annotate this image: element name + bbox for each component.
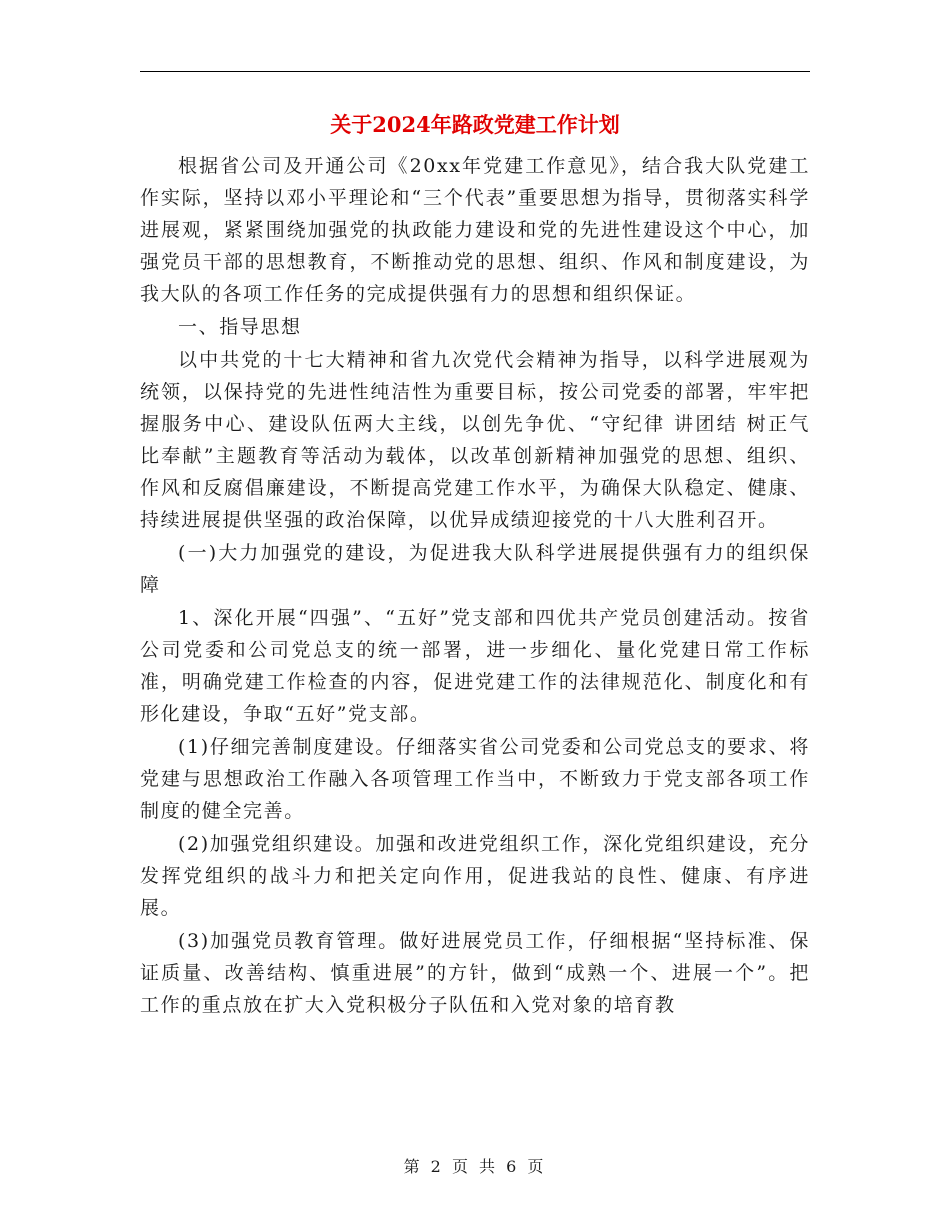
header-rule	[140, 71, 810, 72]
document-body	[140, 150, 810, 1022]
paragraph-intro: 根据省公司及开通公司《20xx年党建工作意见》，结合我大队党建工作实际，坚持以邓小平理论和“三个代表”重要思想为指导，贯彻落实科学进展观，紧紧围绕加强党的执政能力建设和党的先进性建设这个中心，加强党员干部的思想教育，不断推动党的思想、组织、作风和制度建设，为我大队的各项工作任务的完成提供强有力的思想和组织保证。	[140, 155, 810, 305]
document-title: 关于2024年路政党建工作计划	[330, 112, 620, 137]
paragraph-guiding-thought: 以中共党的十七大精神和省九次党代会精神为指导，以科学进展观为统领，以保持党的先进性纯洁性为重要目标，按公司党委的部署，牢牢把握服务中心、建设队伍两大主线，以创先争优、“守纪律 讲团结 树正气 比奉献”主题教育等活动为载体，以改革创新精神加强党的思想、组织、作风和反腐倡廉建设，不断提高党建工作水平，为确保大队稳定、健康、持续进展提供坚强的政治保障，以优异成绩迎接党的十八大胜利召开。	[140, 349, 810, 531]
heading-section-1: (一)大力加强党的建设，为促进我大队科学进展提供强有力的组织保障	[140, 542, 810, 596]
paragraph-subitem-1: (1)仔细完善制度建设。仔细落实省公司党委和公司党总支的要求、将党建与思想政治工作融入各项管理工作当中，不断致力于党支部各项工作制度的健全完善。	[140, 736, 810, 822]
paragraph-subitem-2: (2)加强党组织建设。加强和改进党组织工作，深化党组织建设，充分发挥党组织的战斗力和把关定向作用，促进我站的良性、健康、有序进展。	[140, 833, 810, 919]
paragraph-item-1: 1、深化开展“四强”、“五好”党支部和四优共产党员创建活动。按省公司党委和公司党总支的统一部署，进一步细化、量化党建日常工作标准，明确党建工作检查的内容，促进党建工作的法律规范化、制度化和有形化建设，争取“五好”党支部。	[140, 607, 810, 725]
page-number: 第 2 页 共 6 页	[403, 1157, 547, 1176]
heading-guiding-thought: 一、指导思想	[178, 316, 302, 338]
paragraph-subitem-3: (3)加强党员教育管理。做好进展党员工作，仔细根据“坚持标准、保证质量、改善结构、慎重进展”的方针，做到“成熟一个、进展一个”。把工作的重点放在扩大入党积极分子队伍和入党对象的培育教	[140, 930, 810, 1016]
